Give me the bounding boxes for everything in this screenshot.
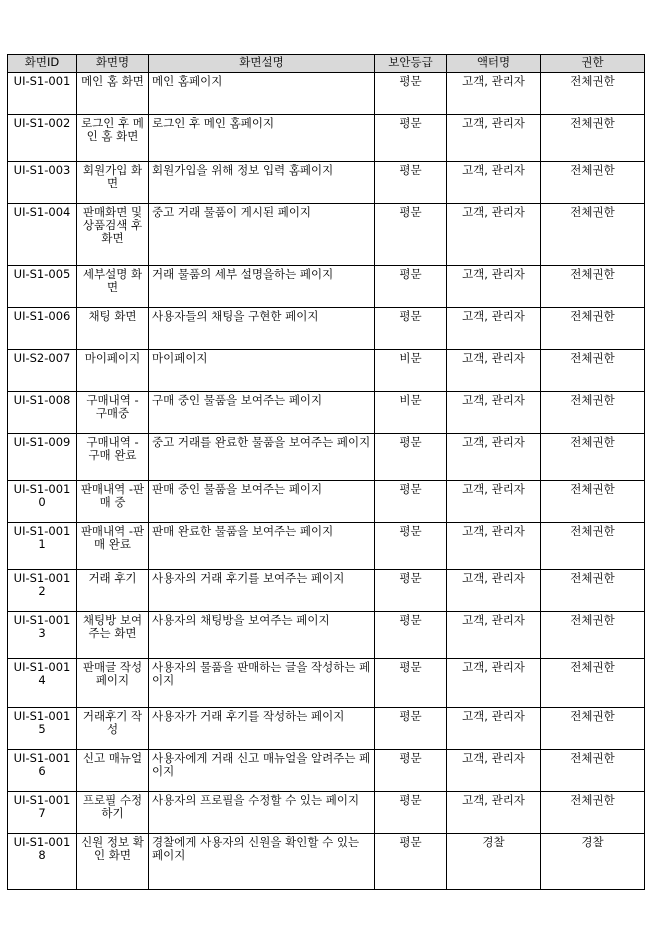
- cell-screen-description: 회원가입을 위해 정보 입력 홈페이지: [149, 162, 375, 204]
- cell-screen-name: 마이페이지: [77, 350, 149, 392]
- cell-screen-description: 중고 거래 물품이 게시된 페이지: [149, 204, 375, 266]
- cell-actor-name: 고객, 관리자: [447, 523, 541, 570]
- cell-screen-id: UI-S2-007: [8, 350, 77, 392]
- cell-permission: 전체권한: [541, 115, 645, 162]
- cell-screen-name: 판매화면 및 상품검색 후 화면: [77, 204, 149, 266]
- cell-screen-name: 구매내역 - 구매중: [77, 392, 149, 434]
- cell-security-level: 평문: [375, 266, 447, 308]
- cell-permission: 전체권한: [541, 162, 645, 204]
- cell-screen-id: UI-S1-0012: [8, 570, 77, 612]
- cell-security-level: 평문: [375, 115, 447, 162]
- table-header-row: [8, 55, 645, 73]
- cell-permission: 전체권한: [541, 523, 645, 570]
- cell-security-level: 비문: [375, 350, 447, 392]
- cell-permission: 전체권한: [541, 792, 645, 834]
- table-row: [8, 350, 645, 392]
- cell-screen-description: 판매 완료한 물품을 보여주는 페이지: [149, 523, 375, 570]
- table-row: [8, 308, 645, 350]
- cell-screen-name: 판매내역 -판매 중: [77, 481, 149, 523]
- table-row: [8, 523, 645, 570]
- cell-security-level: 평문: [375, 659, 447, 708]
- cell-screen-name: 거래 후기: [77, 570, 149, 612]
- cell-screen-id: UI-S1-001: [8, 73, 77, 115]
- cell-screen-description: 경찰에게 사용자의 신원을 확인할 수 있는 페이지: [149, 834, 375, 890]
- header-screen-description: 화면설명: [149, 55, 375, 73]
- cell-screen-description: 거래 물품의 세부 설명을하는 페이지: [149, 266, 375, 308]
- cell-screen-id: UI-S1-008: [8, 392, 77, 434]
- cell-screen-id: UI-S1-0018: [8, 834, 77, 890]
- cell-screen-name: 메인 홈 화면: [77, 73, 149, 115]
- cell-actor-name: 고객, 관리자: [447, 792, 541, 834]
- cell-screen-description: 로그인 후 메인 홈페이지: [149, 115, 375, 162]
- table-row: [8, 73, 645, 115]
- cell-actor-name: 고객, 관리자: [447, 750, 541, 792]
- table-row: [8, 834, 645, 890]
- table-row: [8, 204, 645, 266]
- header-actor-name: 액터명: [447, 55, 541, 73]
- cell-actor-name: 고객, 관리자: [447, 434, 541, 481]
- cell-permission: 전체권한: [541, 750, 645, 792]
- table-row: [8, 612, 645, 659]
- cell-screen-name: 회원가입 화면: [77, 162, 149, 204]
- table-row: [8, 266, 645, 308]
- table-row: [8, 434, 645, 481]
- cell-permission: 전체권한: [541, 659, 645, 708]
- table-row: [8, 708, 645, 750]
- cell-screen-name: 거래후기 작성: [77, 708, 149, 750]
- table-row: [8, 392, 645, 434]
- cell-screen-description: 사용자들의 채팅을 구현한 페이지: [149, 308, 375, 350]
- table-body: [8, 73, 645, 890]
- cell-screen-name: 판매내역 -판매 완료: [77, 523, 149, 570]
- cell-security-level: 평문: [375, 570, 447, 612]
- cell-actor-name: 고객, 관리자: [447, 481, 541, 523]
- cell-permission: 전체권한: [541, 612, 645, 659]
- cell-security-level: 평문: [375, 523, 447, 570]
- cell-screen-id: UI-S1-002: [8, 115, 77, 162]
- cell-screen-description: 메인 홈페이지: [149, 73, 375, 115]
- cell-screen-name: 로그인 후 메인 홈 화면: [77, 115, 149, 162]
- cell-screen-name: 프로필 수정하기: [77, 792, 149, 834]
- cell-screen-name: 신원 정보 확인 화면: [77, 834, 149, 890]
- cell-actor-name: 고객, 관리자: [447, 115, 541, 162]
- cell-actor-name: 고객, 관리자: [447, 570, 541, 612]
- table-row: [8, 162, 645, 204]
- cell-security-level: 평문: [375, 73, 447, 115]
- cell-screen-description: 사용자의 거래 후기를 보여주는 페이지: [149, 570, 375, 612]
- cell-screen-name: 채팅 화면: [77, 308, 149, 350]
- cell-screen-description: 사용자가 거래 후기를 작성하는 페이지: [149, 708, 375, 750]
- cell-actor-name: 고객, 관리자: [447, 612, 541, 659]
- header-screen-name: 화면명: [77, 55, 149, 73]
- cell-screen-id: UI-S1-0014: [8, 659, 77, 708]
- cell-screen-description: 사용자의 채팅방을 보여주는 페이지: [149, 612, 375, 659]
- cell-screen-name: 판매글 작성 페이지: [77, 659, 149, 708]
- cell-screen-name: 채팅방 보여주는 화면: [77, 612, 149, 659]
- cell-actor-name: 고객, 관리자: [447, 708, 541, 750]
- cell-security-level: 평문: [375, 834, 447, 890]
- cell-screen-description: 사용자의 물품을 판매하는 글을 작성하는 페이지: [149, 659, 375, 708]
- cell-permission: 전체권한: [541, 204, 645, 266]
- cell-security-level: 평문: [375, 708, 447, 750]
- cell-screen-id: UI-S1-009: [8, 434, 77, 481]
- cell-permission: 전체권한: [541, 481, 645, 523]
- cell-permission: 전체권한: [541, 434, 645, 481]
- cell-permission: 전체권한: [541, 73, 645, 115]
- cell-screen-id: UI-S1-0013: [8, 612, 77, 659]
- cell-actor-name: 고객, 관리자: [447, 266, 541, 308]
- cell-screen-id: UI-S1-003: [8, 162, 77, 204]
- cell-security-level: 평문: [375, 792, 447, 834]
- header-screen-id: 화면ID: [8, 55, 77, 73]
- cell-screen-id: UI-S1-004: [8, 204, 77, 266]
- cell-security-level: 평문: [375, 481, 447, 523]
- cell-screen-description: 구매 중인 물품을 보여주는 페이지: [149, 392, 375, 434]
- cell-permission: 전체권한: [541, 570, 645, 612]
- cell-permission: 전체권한: [541, 266, 645, 308]
- cell-actor-name: 고객, 관리자: [447, 659, 541, 708]
- cell-screen-description: 마이페이지: [149, 350, 375, 392]
- cell-screen-id: UI-S1-0011: [8, 523, 77, 570]
- cell-actor-name: 고객, 관리자: [447, 73, 541, 115]
- cell-screen-id: UI-S1-0017: [8, 792, 77, 834]
- header-security-level: 보안등급: [375, 55, 447, 73]
- cell-permission: 전체권한: [541, 350, 645, 392]
- cell-actor-name: 고객, 관리자: [447, 308, 541, 350]
- cell-screen-id: UI-S1-0015: [8, 708, 77, 750]
- cell-screen-name: 구매내역 - 구매 완료: [77, 434, 149, 481]
- screen-list-table: [7, 54, 645, 890]
- cell-screen-description: 사용자에게 거래 신고 매뉴얼을 알려주는 페이지: [149, 750, 375, 792]
- cell-security-level: 비문: [375, 392, 447, 434]
- cell-actor-name: 경찰: [447, 834, 541, 890]
- cell-screen-id: UI-S1-006: [8, 308, 77, 350]
- table-row: [8, 115, 645, 162]
- cell-screen-description: 중고 거래를 완료한 물품을 보여주는 페이지: [149, 434, 375, 481]
- cell-security-level: 평문: [375, 612, 447, 659]
- cell-permission: 경찰: [541, 834, 645, 890]
- cell-screen-id: UI-S1-0016: [8, 750, 77, 792]
- table-row: [8, 481, 645, 523]
- cell-screen-name: 신고 매뉴얼: [77, 750, 149, 792]
- cell-permission: 전체권한: [541, 708, 645, 750]
- cell-screen-name: 세부설명 화면: [77, 266, 149, 308]
- header-permission: 권한: [541, 55, 645, 73]
- cell-permission: 전체권한: [541, 392, 645, 434]
- cell-actor-name: 고객, 관리자: [447, 204, 541, 266]
- cell-permission: 전체권한: [541, 308, 645, 350]
- table-row: [8, 659, 645, 708]
- cell-screen-id: UI-S1-005: [8, 266, 77, 308]
- cell-actor-name: 고객, 관리자: [447, 392, 541, 434]
- cell-actor-name: 고객, 관리자: [447, 350, 541, 392]
- cell-actor-name: 고객, 관리자: [447, 162, 541, 204]
- table-row: [8, 750, 645, 792]
- cell-screen-description: 사용자의 프로필을 수정할 수 있는 페이지: [149, 792, 375, 834]
- cell-screen-id: UI-S1-0010: [8, 481, 77, 523]
- cell-security-level: 평문: [375, 162, 447, 204]
- table-row: [8, 570, 645, 612]
- cell-screen-description: 판매 중인 물품을 보여주는 페이지: [149, 481, 375, 523]
- cell-security-level: 평문: [375, 308, 447, 350]
- table-row: [8, 792, 645, 834]
- cell-security-level: 평문: [375, 750, 447, 792]
- cell-security-level: 평문: [375, 204, 447, 266]
- cell-security-level: 평문: [375, 434, 447, 481]
